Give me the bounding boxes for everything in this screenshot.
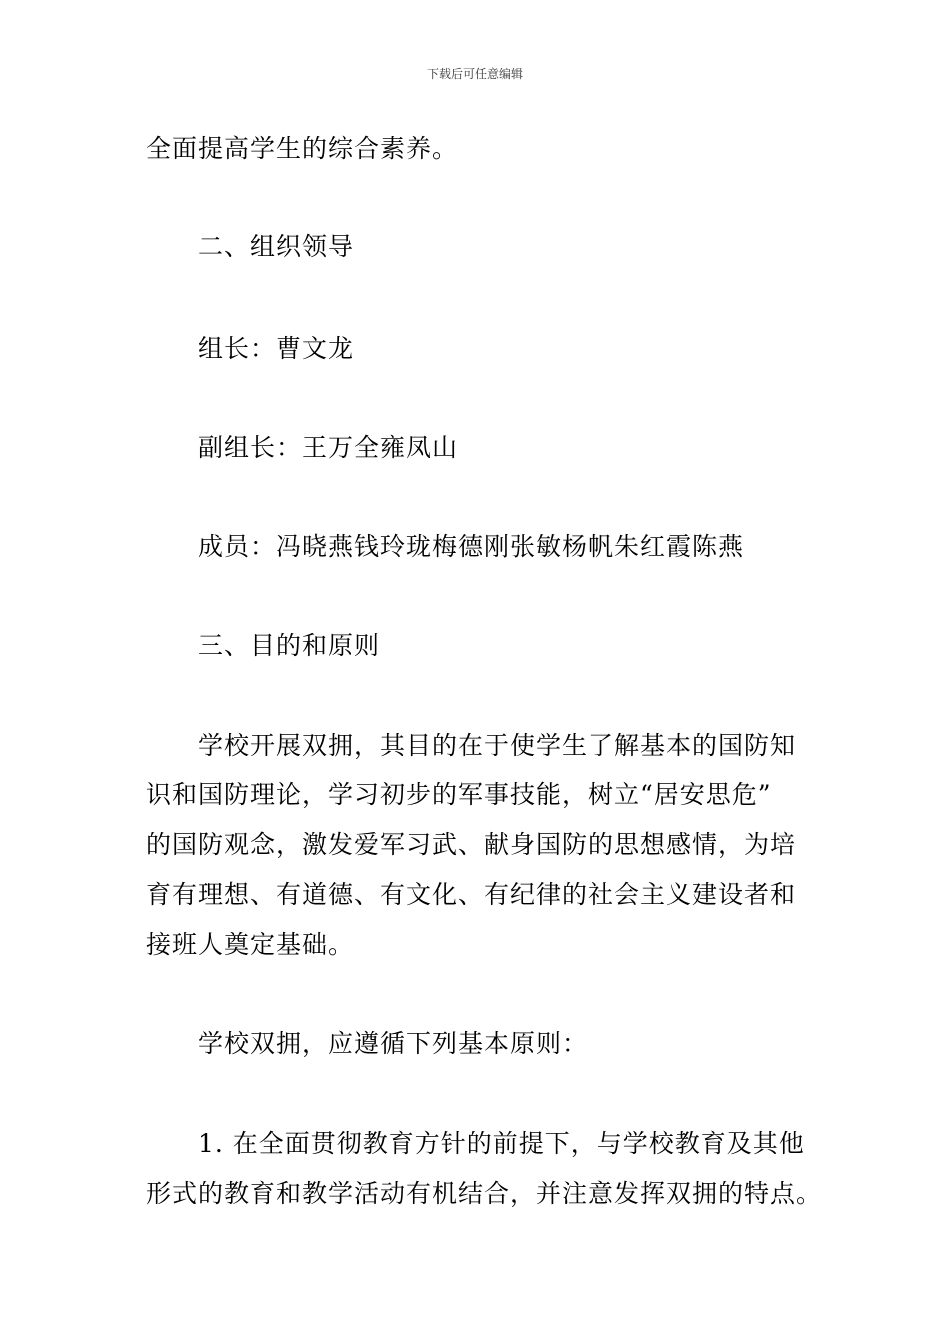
section-heading-organization: 二、组织领导 xyxy=(198,232,355,261)
principle-1-line-2: 形式的教育和教学活动有机结合，并注意发挥双拥的特点。 xyxy=(146,1179,823,1208)
purpose-paragraph-line-3: 的国防观念，激发爱军习武、献身国防的思想感情，为培 xyxy=(146,830,797,859)
members-line: 成员：冯晓燕钱玲珑梅德刚张敏杨帆朱红霞陈燕 xyxy=(198,532,745,561)
paragraph-line-continuation: 全面提高学生的综合素养。 xyxy=(146,134,459,163)
section-heading-purpose: 三、目的和原则 xyxy=(198,631,381,660)
purpose-paragraph-line-4: 育有理想、有道德、有文化、有纪律的社会主义建设者和 xyxy=(146,880,797,909)
principle-1-line-1: 1. 在全面贯彻教育方针的前提下，与学校教育及其他 xyxy=(198,1129,805,1158)
purpose-paragraph-line-1: 学校开展双拥，其目的在于使学生了解基本的国防知 xyxy=(198,731,797,760)
team-leader-line: 组长：曹文龙 xyxy=(198,334,355,363)
deputy-leader-line: 副组长：王万全雍凤山 xyxy=(198,433,459,462)
purpose-paragraph-line-5: 接班人奠定基础。 xyxy=(146,930,355,959)
purpose-paragraph-line-2: 识和国防理论，学习初步的军事技能，树立“居安思危” xyxy=(146,780,772,809)
principles-intro-line: 学校双拥，应遵循下列基本原则： xyxy=(198,1029,589,1058)
page-header-note: 下载后可任意编辑 xyxy=(426,67,523,81)
